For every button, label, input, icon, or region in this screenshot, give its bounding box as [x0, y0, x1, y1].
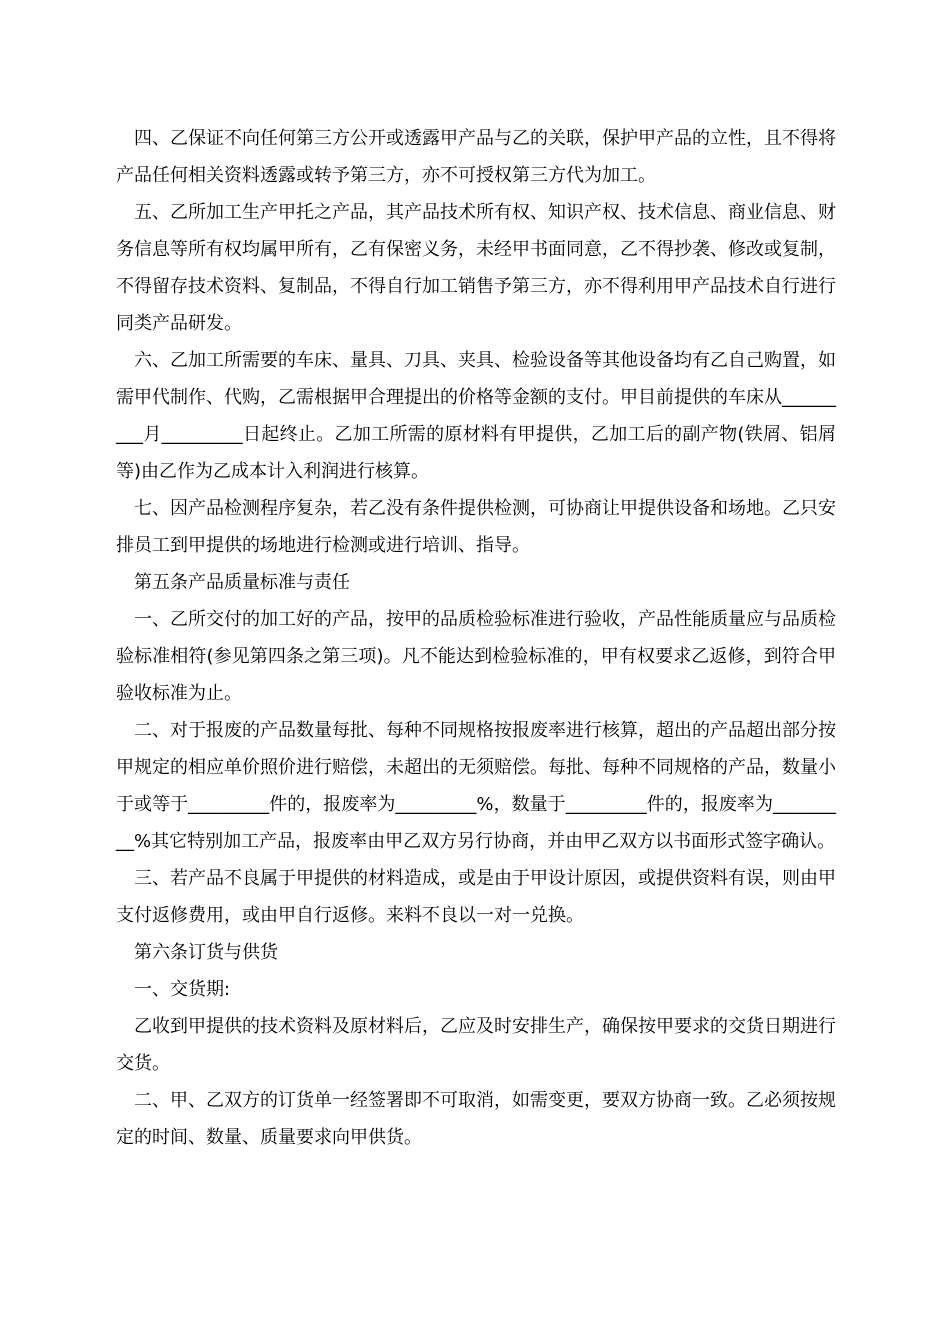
quality-clause-one: 一、乙所交付的加工好的产品，按甲的品质检验标准进行验收，产品性能质量应与品质检验标准相符(参见第四条之第三项)。凡不能达到检验标准的，甲有权要求乙返修，到符合甲验收标准为止。	[116, 609, 836, 704]
clause-five-ownership: 五、乙所加工生产甲托之产品，其产品技术所有权、知识产权、技术信息、商业信息、财务信息等所有权均属甲所有，乙有保密义务，未经甲书面同意，乙不得抄袭、修改或复制，不得留存技术资料、复制品，不得自行加工销售予第三方，亦不得利用甲产品技术自行进行同类产品研发。	[116, 202, 836, 334]
clause-seven-testing: 七、因产品检测程序复杂，若乙没有条件提供检测，可协商让甲提供设备和场地。乙只安排员工到甲提供的场地进行检测或进行培训、指导。	[116, 498, 836, 556]
clause-six-equipment: 六、乙加工所需要的车床、量具、刀具、夹具、检验设备等其他设备均有乙自己购置，如需甲代制作、代购，乙需根据甲合理提出的价格等金额的支付。甲目前提供的车床从_________月_________日起终止。乙加工所需的原材料有甲提供，乙加工后的副产物(铁屑、铝屑等)由乙作为乙成本计入利润进行核算。	[116, 350, 836, 482]
quality-clause-three: 三、若产品不良属于甲提供的材料造成，或是由于甲设计原因，或提供资料有误，则由甲支付返修费用，或由甲自行返修。来料不良以一对一兑换。	[116, 868, 836, 926]
delivery-clause-one-body: 乙收到甲提供的技术资料及原材料后，乙应及时安排生产，确保按甲要求的交货日期进行交货。	[116, 1016, 836, 1074]
article-six-heading: 第六条订货与供货	[134, 942, 278, 963]
clause-four-confidentiality: 四、乙保证不向任何第三方公开或透露甲产品与乙的关联，保护甲产品的立性，且不得将产品任何相关资料透露或转予第三方，亦不可授权第三方代为加工。	[116, 128, 836, 186]
document-body	[116, 120, 836, 1156]
delivery-clause-one-heading: 一、交货期:	[134, 979, 231, 1000]
delivery-clause-two: 二、甲、乙双方的订货单一经签署即不可取消，如需变更，要双方协商一致。乙必须按规定的时间、数量、质量要求向甲供货。	[116, 1090, 836, 1148]
quality-clause-two: 二、对于报废的产品数量每批、每种不同规格按报废率进行核算，超出的产品超出部分按甲规定的相应单价照价进行赔偿，未超出的无须赔偿。每批、每种不同规格的产品，数量小于或等于_________件的，报废率为_________%，数量于_________件的，报废率为_________%其它特别加工产品，报废率由甲乙双方另行协商，并由甲乙双方以书面形式签字确认。	[116, 720, 836, 852]
article-five-heading: 第五条产品质量标准与责任	[134, 572, 350, 593]
